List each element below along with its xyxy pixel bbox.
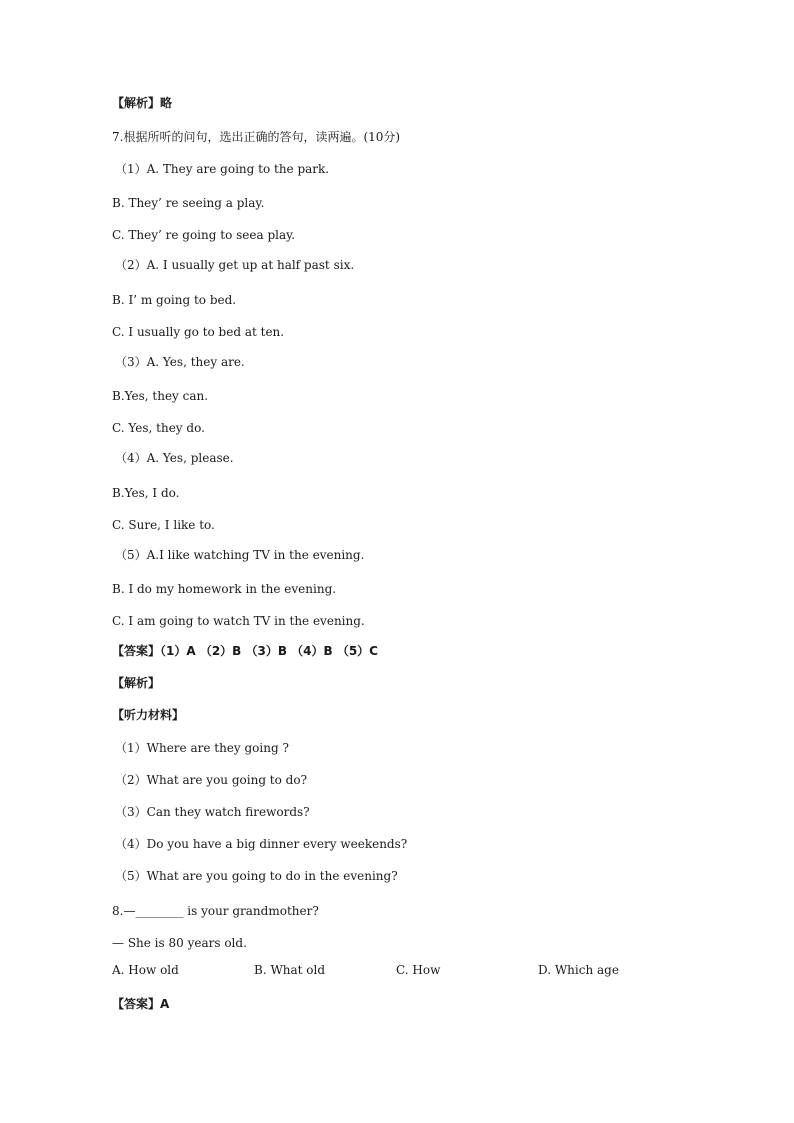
q7-item-3-option-b: B.Yes, they can. (112, 389, 209, 403)
q7-item-1-option-c: C. They’ re going to seea play. (112, 228, 296, 242)
q7-answer: 【答案】（1）A （2）B （3）B （4）B （5）C (112, 644, 378, 658)
listening-line-1: （1）Where are they going ? (115, 741, 289, 755)
q7-item-5-option-b: B. I do my homework in the evening. (112, 582, 337, 596)
question-8-reply: — She is 80 years old. (112, 936, 247, 950)
question-7-title: 7.根据所听的问句，选出正确的答句，读两遍。(10分) (112, 130, 401, 144)
q7-item-4-option-b: B.Yes, I do. (112, 486, 180, 500)
q7-item-2-option-c: C. I usually go to bed at ten. (112, 325, 285, 339)
question-8-title: 8.—________ is your grandmother? (112, 904, 319, 918)
q7-item-3-option-c: C. Yes, they do. (112, 421, 205, 435)
listening-material-heading: 【听力材料】 (112, 708, 185, 722)
listening-line-4: （4）Do you have a big dinner every weekends? (115, 837, 408, 851)
q7-item-5-option-c: C. I am going to watch TV in the evening. (112, 614, 365, 628)
question-8-options (112, 962, 672, 978)
listening-line-2: （2）What are you going to do? (115, 773, 308, 787)
q7-item-5-option-a: （5）A.I like watching TV in the evening. (115, 548, 365, 562)
q8-answer: 【答案】A (112, 997, 170, 1011)
q8-option-b: B. What old (254, 963, 326, 977)
analysis-heading: 【解析】略 (112, 96, 173, 110)
q7-analysis-heading: 【解析】 (112, 676, 161, 690)
q7-item-2-option-b: B. I’ m going to bed. (112, 293, 237, 307)
q8-option-d: D. Which age (538, 963, 619, 977)
q7-item-2-option-a: （2）A. I usually get up at half past six. (115, 258, 355, 272)
q7-item-3-option-a: （3）A. Yes, they are. (115, 355, 245, 369)
listening-line-3: （3）Can they watch firewords? (115, 805, 310, 819)
q8-option-a: A. How old (112, 963, 179, 977)
q7-item-4-option-a: （4）A. Yes, please. (115, 451, 234, 465)
listening-line-5: （5）What are you going to do in the evening? (115, 869, 398, 883)
q8-option-c: C. How (396, 963, 441, 977)
q7-item-1-option-b: B. They’ re seeing a play. (112, 196, 265, 210)
q7-item-1-option-a: （1）A. They are going to the park. (115, 162, 330, 176)
q7-item-4-option-c: C. Sure, I like to. (112, 518, 215, 532)
